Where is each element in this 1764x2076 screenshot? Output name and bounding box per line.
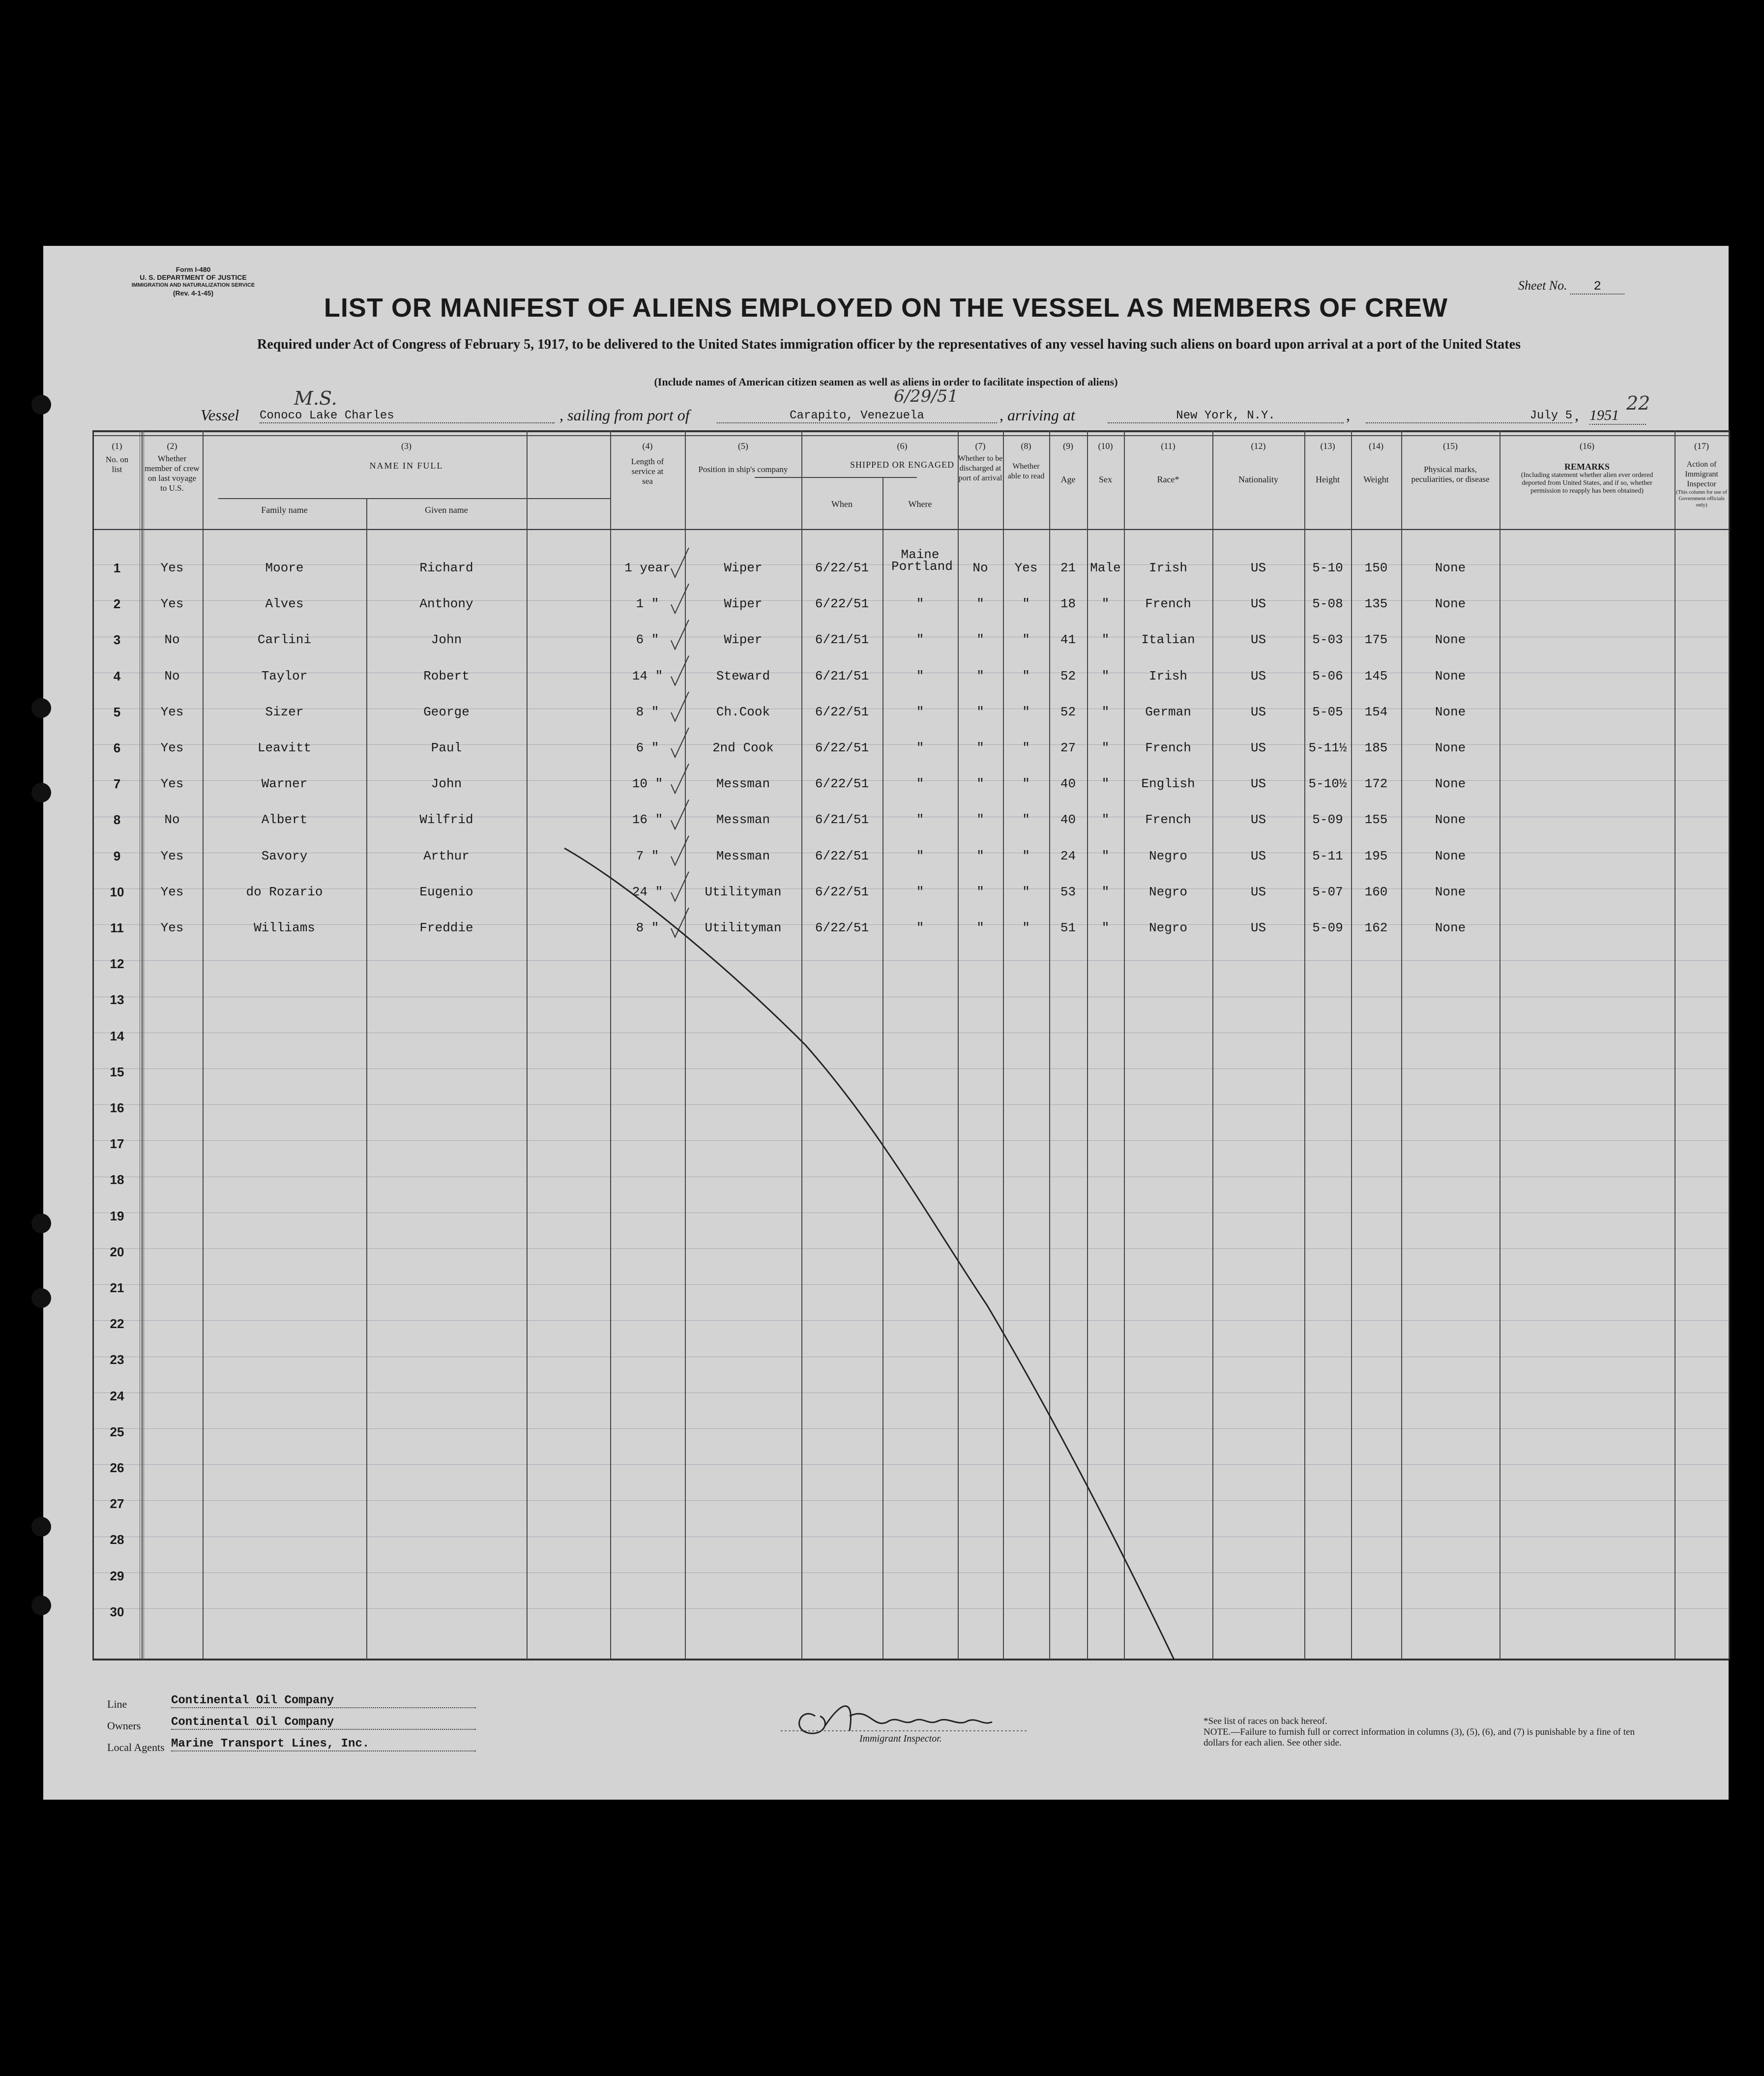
vessel-label: Vessel [201,406,239,424]
cell-position: Messman [716,812,770,828]
cell-crew: Yes [160,848,184,863]
cell-height: 5-03 [1312,632,1343,648]
col-shipped-header: (6) SHIPPED OR ENGAGED [850,441,954,470]
col-name-header: (3) NAME IN FULL [369,441,443,471]
row-number: 21 [110,1280,124,1295]
row-number: 24 [110,1388,124,1403]
cell-where: " [916,704,924,719]
cell-position: Wiper [724,596,763,612]
cell-position: Messman [716,848,770,863]
cell-sex: " [1101,596,1110,612]
cell-given: Anthony [419,596,473,612]
row-number: 11 [110,920,124,935]
cell-weight: 160 [1364,884,1388,899]
cell-crew: No [164,812,180,828]
cell-when: 6/22/51 [815,920,869,935]
cell-height: 5-07 [1312,884,1343,899]
col-height-header: (13) Height [1316,441,1340,484]
cell-position: Wiper [724,632,763,648]
manifest-sheet [43,246,1729,1800]
cell-service: 1 year [624,560,671,575]
cell-position: Messman [716,776,770,792]
cell-discharged: " [976,920,984,935]
cell-given: Eugenio [419,884,473,899]
cell-weight: 150 [1364,560,1388,575]
agents-value: Marine Transport Lines, Inc. [171,1737,476,1751]
cell-height: 5-05 [1312,704,1343,719]
cell-sex: " [1101,920,1110,935]
cell-read: Yes [1014,560,1038,575]
cell-discharged: " [976,884,984,899]
cell-read: " [1022,740,1030,755]
handwritten-date: 6/29/51 [894,386,959,406]
cell-read: " [1022,884,1030,899]
cell-service: 8 " [636,704,659,719]
row-number: 29 [110,1568,124,1583]
punch-hole [31,783,51,802]
cell-nationality: US [1250,596,1266,612]
cell-sex: " [1101,632,1110,648]
penalty-note: NOTE.—Failure to furnish full or correct information in columns (3), (5), (6), and (7) is punishable by a fine of ten dollars for each alien. See other side. [1204,1727,1635,1748]
cell-read: " [1022,920,1030,935]
cell-read: " [1022,668,1030,683]
cell-marks: None [1435,884,1466,899]
cell-sex: " [1101,740,1110,755]
cell-sex: " [1101,668,1110,683]
cell-marks: None [1435,596,1466,612]
cell-when: 6/22/51 [815,848,869,863]
cell-race: Negro [1148,848,1187,863]
cell-when: 6/21/51 [815,632,869,648]
cell-given: Robert [423,668,470,683]
punch-hole [31,1517,51,1537]
cell-height: 5-10½ [1308,776,1347,792]
voyage-line: Vessel M.S. Conoco Lake Charles , sailing from port of 6/29/51 Carapito, Venezuela , arriving at New York, N.Y. , July 5 , 1951 [201,402,1676,427]
cell-where: " [916,920,924,935]
cell-given: Richard [419,560,473,575]
sheet-label: Sheet No. [1518,278,1567,293]
col-when-header: When [831,499,853,509]
cell-crew: Yes [160,596,184,612]
cell-race: Irish [1148,668,1187,683]
col-sex-header: (10) Sex [1098,441,1113,484]
cell-when: 6/22/51 [815,560,869,575]
cell-when: 6/22/51 [815,704,869,719]
page-mark: 22 [1626,392,1650,414]
cell-weight: 155 [1364,812,1388,828]
cell-crew: Yes [160,704,184,719]
cell-nationality: US [1250,920,1266,935]
cell-discharged: " [976,848,984,863]
cell-height: 5-11 [1312,848,1343,863]
row-number: 12 [110,956,124,972]
cell-position: 2nd Cook [712,740,774,755]
cell-where: " [916,632,924,648]
cell-race: Negro [1148,884,1187,899]
punch-hole [31,1214,51,1233]
cell-race: French [1145,740,1191,755]
cell-where: " [916,596,924,612]
cell-read: " [1022,848,1030,863]
row-number: 6 [113,740,121,755]
row-number: 1 [113,560,121,575]
cell-discharged: " [976,704,984,719]
cell-height: 5-11½ [1308,740,1347,755]
col-action-header: (17) Action of Immigrant Inspector (This column for use of Government officials only) [1676,441,1727,508]
vessel-prefix: M.S. [294,387,337,409]
cell-position: Steward [716,668,770,683]
cell-discharged: No [972,560,988,575]
row-number: 17 [110,1136,124,1152]
cell-weight: 162 [1364,920,1388,935]
col-remarks-header: (16) REMARKS (Including statement whether alien ever ordered deported from United States, and if so, whether permission to reapply has been obtained) [1521,441,1653,495]
sheet-number: 2 [1570,279,1624,295]
row-number: 8 [113,812,121,828]
cell-marks: None [1435,776,1466,792]
cell-where: " [916,884,924,899]
row-number: 20 [110,1244,124,1259]
cell-service: 16 " [632,812,663,828]
row-number: 15 [110,1064,124,1079]
page-title: LIST OR MANIFEST OF ALIENS EMPLOYED ON THE VESSEL AS MEMBERS OF CREW [323,293,1448,323]
cell-discharged: " [976,632,984,648]
cell-read: " [1022,812,1030,828]
row-number: 18 [110,1172,124,1187]
row-number: 25 [110,1424,124,1439]
col-age-header: (9) Age [1060,441,1076,484]
cell-crew: Yes [160,884,184,899]
cell-position: Wiper [724,560,763,575]
row-number: 19 [110,1208,124,1223]
row-number: 30 [110,1604,124,1619]
row-number: 28 [110,1532,124,1547]
cell-family: do Rozario [246,884,323,899]
arrival-port: New York, N.Y. [1108,409,1344,423]
cell-where: " [916,812,924,828]
punch-hole [31,698,51,718]
cell-age: 40 [1060,776,1076,792]
cell-family: Williams [254,920,315,935]
cell-nationality: US [1250,668,1266,683]
sailing-port: Carapito, Venezuela [717,409,997,423]
cell-where: " [916,740,924,755]
agents-label: Local Agents [107,1741,165,1753]
cell-sex: " [1101,884,1110,899]
service: IMMIGRATION AND NATURALIZATION SERVICE [131,282,255,288]
cell-where: " [916,848,924,863]
row-number: 2 [113,596,121,612]
cell-given: Freddie [419,920,473,935]
cell-family: Alves [265,596,304,612]
cell-crew: Yes [160,920,184,935]
revision: (Rev. 4-1-45) [173,289,214,297]
cell-read: " [1022,632,1030,648]
cell-race: Italian [1141,632,1195,648]
cancel-line [564,848,1174,1660]
cell-family: Warner [261,776,308,792]
col-service-header: (4) Length of service at sea [631,441,664,486]
cell-race: English [1141,776,1195,792]
cell-race: Negro [1148,920,1187,935]
cell-discharged: " [976,812,984,828]
cell-family: Taylor [261,668,308,683]
cell-position: Utilityman [705,884,782,899]
row-number: 27 [110,1496,124,1512]
cell-weight: 195 [1364,848,1388,863]
cell-sex: Male [1090,560,1121,575]
cell-nationality: US [1250,704,1266,719]
cell-family: Leavitt [257,740,312,755]
punch-hole [31,1288,51,1308]
cell-nationality: US [1250,884,1266,899]
cell-when: 6/22/51 [815,884,869,899]
cell-nationality: US [1250,776,1266,792]
line-value: Continental Oil Company [171,1694,476,1708]
cell-family: Carlini [257,632,312,648]
arriving-label: , arriving at [1000,406,1075,424]
inspector-label: Immigrant Inspector. [859,1733,942,1744]
cell-service: 6 " [636,632,659,648]
col-read-header: (8) Whether able to read [1007,441,1045,480]
col-position-header: (5) Position in ship's company [698,441,788,474]
cell-service: 10 " [632,776,663,792]
cell-age: 52 [1060,704,1076,719]
cell-weight: 135 [1364,596,1388,612]
cell-age: 40 [1060,812,1076,828]
cell-sex: " [1101,776,1110,792]
cell-marks: None [1435,740,1466,755]
cell-nationality: US [1250,848,1266,863]
cell-service: 14 " [632,668,663,683]
cell-discharged: " [976,740,984,755]
cell-when: 6/21/51 [815,812,869,828]
cell-sex: " [1101,812,1110,828]
cell-given: George [423,704,470,719]
col-discharged-header: (7) Whether to be discharged at port of arrival [958,441,1003,482]
cell-service: 7 " [636,848,659,863]
cell-weight: 154 [1364,704,1388,719]
cell-race: French [1145,812,1191,828]
row-number: 22 [110,1316,124,1332]
col-marks-header: (15) Physical marks, peculiarities, or disease [1411,441,1490,484]
cell-weight: 145 [1364,668,1388,683]
col-weight-header: (14) Weight [1363,441,1389,484]
cell-read: " [1022,704,1030,719]
cell-where: " [916,776,924,792]
cell-service: 8 " [636,920,659,935]
cell-read: " [1022,776,1030,792]
cell-nationality: US [1250,740,1266,755]
cell-marks: None [1435,668,1466,683]
col-where-header: Where [908,499,932,509]
sailing-label: , sailing from port of [559,406,690,424]
cell-race: French [1145,596,1191,612]
cell-when: 6/21/51 [815,668,869,683]
cell-height: 5-09 [1312,920,1343,935]
row-number: 5 [113,704,121,719]
row-number: 23 [110,1352,124,1367]
form-number: Form I-480 [176,266,211,273]
cell-crew: No [164,632,180,648]
cell-when: 6/22/51 [815,740,869,755]
row-number: 14 [110,1028,124,1043]
col-given-header: Given name [425,505,468,515]
cell-age: 21 [1060,560,1076,575]
cell-service: 6 " [636,740,659,755]
row-number: 4 [113,668,121,683]
cell-sex: " [1101,704,1110,719]
cell-age: 53 [1060,884,1076,899]
races-note: *See list of races on back hereof. [1204,1716,1327,1726]
cell-age: 41 [1060,632,1076,648]
row-number: 3 [113,632,121,648]
cell-discharged: " [976,596,984,612]
arrival-date: July 5 [1366,409,1572,423]
cell-age: 27 [1060,740,1076,755]
cell-age: 51 [1060,920,1076,935]
cell-discharged: " [976,776,984,792]
cell-where: Maine Portland [891,547,953,574]
cell-given: John [431,632,462,648]
cell-family: Savory [261,848,308,863]
arrival-year: 1951 [1589,407,1646,425]
punch-hole [31,1596,51,1615]
cell-sex: " [1101,848,1110,863]
cell-marks: None [1435,632,1466,648]
vessel-name: Conoco Lake Charles [260,409,555,423]
cell-family: Sizer [265,704,304,719]
footer-left [107,1694,550,1759]
cell-age: 52 [1060,668,1076,683]
row-number: 10 [110,884,124,899]
cell-when: 6/22/51 [815,596,869,612]
cell-service: 24 " [632,884,663,899]
cell-height: 5-10 [1312,560,1343,575]
cell-age: 24 [1060,848,1076,863]
cell-height: 5-06 [1312,668,1343,683]
cell-race: German [1145,704,1191,719]
row-number: 7 [113,776,121,792]
cell-race: Irish [1148,560,1187,575]
cell-weight: 172 [1364,776,1388,792]
line-label: Line [107,1698,127,1710]
col-nationality-header: (12) Nationality [1238,441,1278,484]
include-note: (Include names of American citizen seamen as well as aliens in order to facilitate inspection of aliens) [654,376,1118,388]
cell-marks: None [1435,704,1466,719]
department: U. S. DEPARTMENT OF JUSTICE [140,273,247,281]
cell-service: 1 " [636,596,659,612]
footer-notes [1204,1716,1685,1749]
cell-where: " [916,668,924,683]
row-number: 9 [113,848,121,863]
cell-weight: 175 [1364,632,1388,648]
cell-given: Paul [431,740,462,755]
punch-hole [31,395,51,415]
cell-marks: None [1435,848,1466,863]
row-number: 26 [110,1460,124,1475]
cell-marks: None [1435,560,1466,575]
cell-nationality: US [1250,560,1266,575]
cell-height: 5-08 [1312,596,1343,612]
cell-given: Wilfrid [419,812,473,828]
cell-nationality: US [1250,632,1266,648]
cell-given: John [431,776,462,792]
cell-height: 5-09 [1312,812,1343,828]
row-number: 13 [110,992,124,1008]
cell-age: 18 [1060,596,1076,612]
col-race-header: (11) Race* [1157,441,1179,484]
cell-position: Utilityman [705,920,782,935]
cell-discharged: " [976,668,984,683]
cell-when: 6/22/51 [815,776,869,792]
col-crew-header: (2) Whether member of crew on last voyage to U.S. [145,441,200,493]
cell-marks: None [1435,920,1466,935]
cell-crew: No [164,668,180,683]
cell-weight: 185 [1364,740,1388,755]
row-number: 16 [110,1100,124,1115]
cell-crew: Yes [160,560,184,575]
cell-position: Ch.Cook [716,704,770,719]
cell-given: Arthur [423,848,470,863]
pen-marks [92,430,1729,1660]
owners-label: Owners [107,1720,141,1732]
subtitle: Required under Act of Congress of February 5, 1917, to be delivered to the United States immigration officer by the representatives of any vessel having such aliens on board upon arrival at a port of the United States [257,337,1521,352]
cell-crew: Yes [160,740,184,755]
crew-table [92,430,1729,1660]
col-family-header: Family name [261,505,308,515]
col-no-header: (1) No. on list [105,441,129,474]
owners-value: Continental Oil Company [171,1716,476,1730]
cell-read: " [1022,596,1030,612]
cell-nationality: US [1250,812,1266,828]
cell-crew: Yes [160,776,184,792]
cell-marks: None [1435,812,1466,828]
cell-family: Albert [261,812,308,828]
cell-family: Moore [265,560,304,575]
